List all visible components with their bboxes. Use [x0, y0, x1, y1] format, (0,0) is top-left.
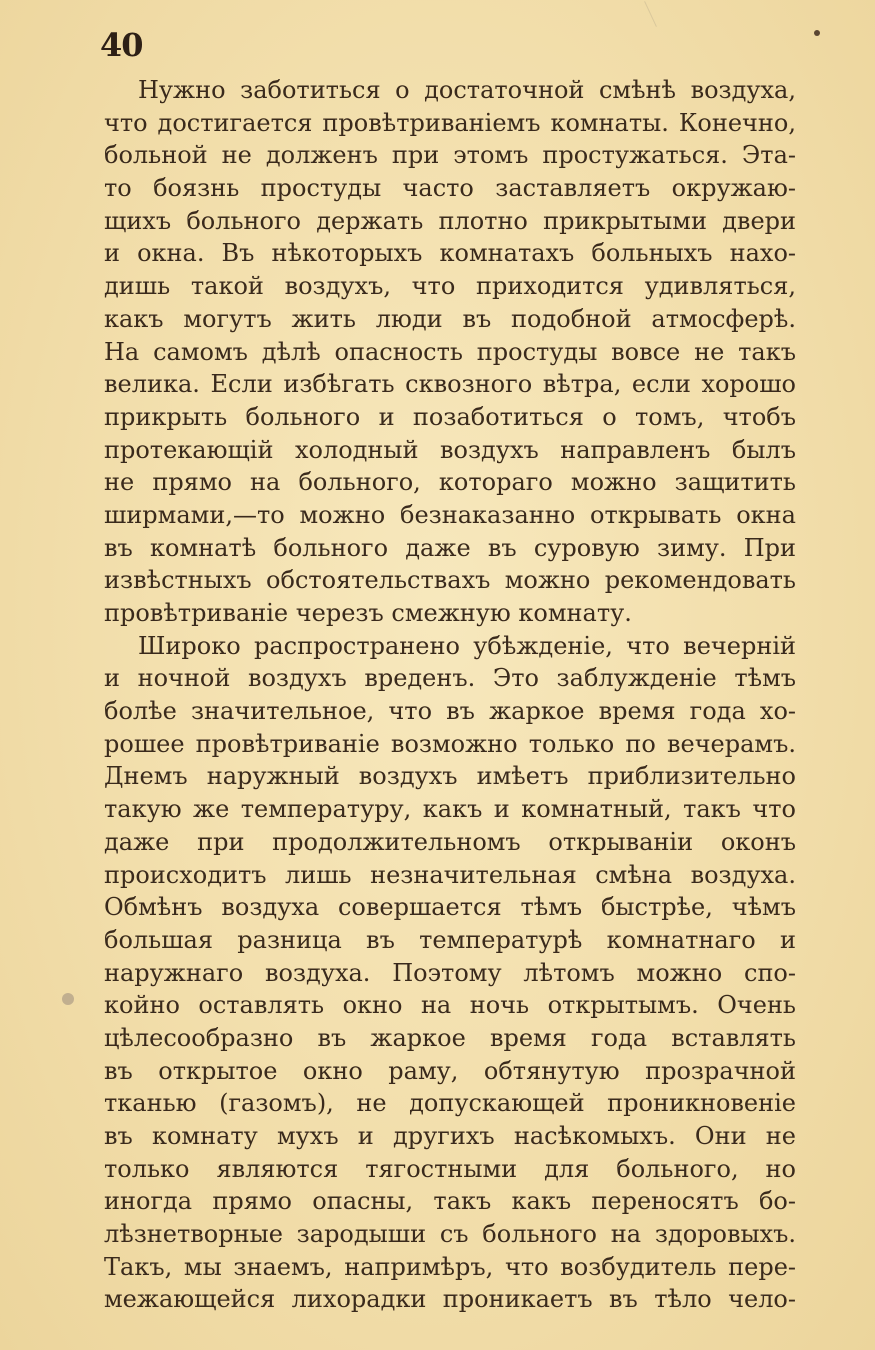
text-line: большая разница въ температурѣ комнатнаго и — [104, 925, 796, 954]
text-line: велика. Если избѣгать сквозного вѣтра, если хорошо — [104, 370, 796, 399]
text-line: лѣзнетворные зародыши съ больного на здоровыхъ. — [104, 1220, 796, 1249]
text-line: ширмами,—то можно безнаказанно открывать окна — [104, 500, 796, 529]
paragraph-start-line: Широко распространено убѣжденіе, что вечерній — [138, 631, 796, 660]
paper-crease — [644, 1, 657, 27]
text-line: и окна. Въ нѣкоторыхъ комнатахъ больныхъ нахо- — [104, 239, 796, 268]
body-text — [104, 74, 796, 1316]
paper-stain — [62, 993, 74, 1005]
text-line: такую же температуру, какъ и комнатный, такъ что — [104, 795, 796, 824]
text-line: что достигается провѣтриваніемъ комнаты. Конечно, — [104, 108, 796, 137]
text-line: происходитъ лишь незначительная смѣна воздуха. — [104, 860, 796, 889]
text-line: то боязнь простуды часто заставляетъ окружаю- — [104, 174, 796, 203]
text-line: и ночной воздухъ вреденъ. Это заблужденіе тѣмъ — [104, 664, 796, 693]
text-line: щихъ больного держать плотно прикрытыми двери — [104, 206, 796, 235]
ink-speck — [814, 30, 820, 36]
text-line: Нужно заботиться о достаточной смѣнѣ воздуха, — [138, 76, 796, 104]
page-number: 40 — [100, 26, 143, 64]
text-line: На самомъ дѣлѣ опасность простуды вовсе не такъ — [104, 337, 796, 366]
text-line: въ комнату мухъ и другихъ насѣкомыхъ. Они не — [104, 1122, 796, 1150]
text-line: дишь такой воздухъ, что приходится удивляться, — [104, 272, 796, 301]
text-line: только являются тягостными для больного, но — [104, 1154, 796, 1183]
text-line: не прямо на больного, котораго можно защитить — [104, 468, 796, 497]
text-line: въ комнатѣ больного даже въ суровую зиму. При — [104, 533, 796, 562]
text-line: наружнаго воздуха. Поэтому лѣтомъ можно спо- — [104, 958, 796, 987]
text-line: Днемъ наружный воздухъ имѣетъ приблизительно — [104, 762, 796, 791]
text-line: извѣстныхъ обстоятельствахъ можно рекомендовать — [104, 566, 796, 595]
text-line: болѣе значительное, что въ жаркое время года хо- — [104, 697, 796, 726]
text-line: какъ могутъ жить люди въ подобной атмосферѣ. — [104, 304, 796, 333]
text-line: даже при продолжительномъ открываніи оконъ — [104, 827, 796, 856]
text-line: межающейся лихорадки проникаетъ въ тѣло чело- — [104, 1285, 796, 1314]
paragraph-end-line: провѣтриваніе черезъ смежную комнату. — [104, 599, 632, 627]
text-line: Такъ, мы знаемъ, напримѣръ, что возбудитель пере- — [104, 1252, 796, 1281]
text-line: цѣлесообразно въ жаркое время года вставлять — [104, 1023, 796, 1052]
text-line: въ открытое окно раму, обтянутую прозрачной — [104, 1056, 796, 1085]
text-line: рошее провѣтриваніе возможно только по вечерамъ. — [104, 729, 796, 758]
text-line: Обмѣнъ воздуха совершается тѣмъ быстрѣе, чѣмъ — [104, 893, 796, 922]
text-line: прикрыть больного и позаботиться о томъ, чтобъ — [104, 402, 796, 431]
text-line: больной не долженъ при этомъ простужаться. Эта- — [104, 141, 796, 170]
text-line: иногда прямо опасны, такъ какъ переносятъ бо- — [104, 1187, 796, 1216]
text-line: тканью (газомъ), не допускающей проникновеніе — [104, 1089, 796, 1118]
text-line: койно оставлять окно на ночь открытымъ. Очень — [104, 991, 796, 1020]
text-line: протекающій холодный воздухъ направленъ былъ — [104, 435, 796, 464]
